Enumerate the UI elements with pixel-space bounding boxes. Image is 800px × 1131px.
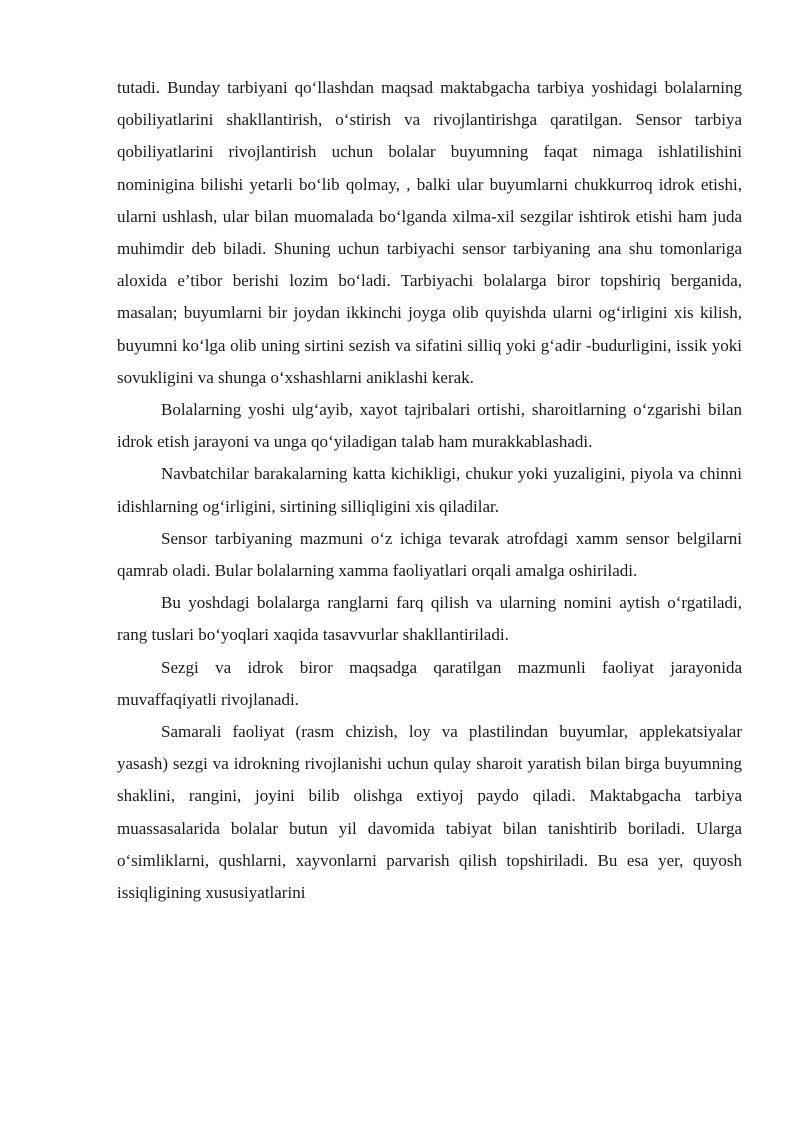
- paragraph-7: Samarali faoliyat (rasm chizish, loy va plastilindan buyumlar, applekatsiyalar yasash) sezgi va idrokning rivojlanishi uchun qulay sharoit yaratish bilan birga buyumning shaklini, rangini, joyini bilib olishga extiyoj paydo qiladi. Maktabgacha tarbiya muassasalarida bolalar butun yil davomida tabiyat bilan tanishtirib boriladi. Ularga o‘simliklarni, qushlarni, xayvonlarni parvarish qilish topshiriladi. Bu esa yer, quyosh issiqligining xususiyatlarini: [117, 722, 742, 903]
- paragraph-6: Sezgi va idrok biror maqsadga qaratilgan mazmunli faoliyat jarayonida muvaffaqiyatli rivojlanadi.: [117, 657, 742, 709]
- paragraph-3: Navbatchilar barakalarning katta kichikligi, chukur yoki yuzaligini, piyola va chinni idishlarning og‘irligini, sirtining silliqligini xis qiladilar.: [117, 464, 742, 516]
- paragraph-4: Sensor tarbiyaning mazmuni o‘z ichiga tevarak atrofdagi xamm sensor belgilarni qamrab oladi. Bular bolalarning xamma faoliyatlari orqali amalga oshiriladi.: [117, 528, 742, 581]
- document-page: [117, 72, 742, 909]
- paragraph-2: Bolalarning yoshi ulg‘ayib, xayot tajribalari ortishi, sharoitlarning o‘zgarishi bilan idrok etish jarayoni va unga qo‘yiladigan talab ham murakkablashadi.: [117, 400, 742, 452]
- paragraph-1: tutadi. Bunday tarbiyani qo‘llashdan maqsad maktabgacha tarbiya yoshidagi bolalarning qobiliyatlarini shakllantirish, o‘stirish va rivojlantirishga qaratilgan. Sensor tarbiya qobiliyatlarini rivojlantirish uchun bolalar buyumning faqat nimaga ishlatilishini nominigina bilishi yetarli bo‘lib qolmay, , balki ular buyumlarni chukkurroq idrok etishi, ularni ushlash, ular bilan muomalada bo‘lganda xilma-xil sezgilar ishtirok etishi ham juda muhimdir deb biladi. Shuning uchun tarbiyachi sensor tarbiyaning ana shu tomonlariga aloxida e’tibor berishi lozim bo‘ladi. Tarbiyachi bolalarga biror topshiriq berganida, masalan; buyumlarni bir joydan ikkinchi joyga olib quyishda ularni og‘irligini xis kilish, buyumni ko‘lga olib uning sirtini sezish va sifatini silliq yoki g‘adir -budurligini, issik yoki sovukligini va shunga o‘xshashlarni aniklashi kerak.: [117, 78, 742, 387]
- paragraph-5: Bu yoshdagi bolalarga ranglarni farq qilish va ularning nomini aytish o‘rgatiladi, rang tuslari bo‘yoqlari xaqida tasavvurlar shakllantiriladi.: [117, 593, 742, 645]
